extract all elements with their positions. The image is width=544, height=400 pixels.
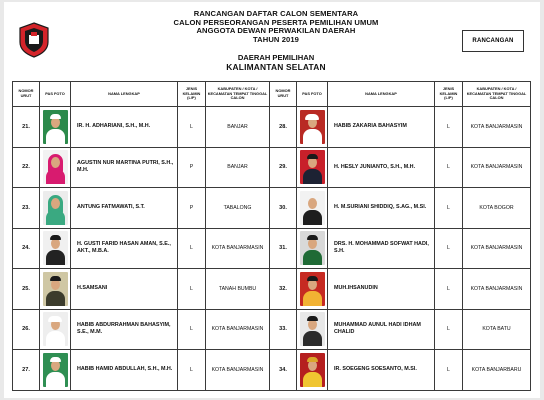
candidate-name: H. GUSTI FARID HASAN AMAN, S.E., AKT., M.B.A. <box>71 228 178 269</box>
candidate-photo-cell <box>40 350 71 391</box>
candidate-number: 28. <box>270 107 297 148</box>
header-nomor-urut: NOMOR URUT <box>270 82 297 107</box>
candidate-photo-cell <box>297 269 328 310</box>
candidate-photo <box>43 353 68 387</box>
candidate-sex: P <box>178 147 206 188</box>
candidate-name: H.SAMSANI <box>71 269 178 310</box>
candidate-sex: L <box>178 309 206 350</box>
header-nama-lengkap: NAMA LENGKAP <box>328 82 435 107</box>
candidate-sex: P <box>178 188 206 229</box>
candidate-photo-cell <box>40 228 71 269</box>
candidate-photo-cell <box>297 147 328 188</box>
document-header <box>134 10 418 72</box>
candidate-residence: KOTA BANJARBARU <box>463 350 531 391</box>
table-row <box>13 107 531 148</box>
candidate-table <box>12 81 531 391</box>
candidate-name: ANTUNG FATMAWATI, S.T. <box>71 188 178 229</box>
candidate-photo-cell <box>40 269 71 310</box>
candidate-photo <box>300 231 325 265</box>
candidate-photo <box>43 150 68 184</box>
draft-badge: RANCANGAN <box>462 30 524 52</box>
candidate-photo <box>43 272 68 306</box>
candidate-residence: TANAH BUMBU <box>206 269 270 310</box>
candidate-number: 25. <box>13 269 40 310</box>
candidate-sex: L <box>178 350 206 391</box>
candidate-photo <box>300 110 325 144</box>
candidate-sex: L <box>435 107 463 148</box>
candidate-sex: L <box>435 309 463 350</box>
header-year: TAHUN 2019 <box>252 34 299 44</box>
table-row <box>13 188 531 229</box>
candidate-number: 33. <box>270 309 297 350</box>
candidate-sex: L <box>435 147 463 188</box>
candidate-sex: L <box>435 188 463 229</box>
candidate-photo <box>300 312 325 346</box>
table-row <box>13 269 531 310</box>
candidate-sex: L <box>178 107 206 148</box>
header-title: RANCANGAN DAFTAR CALON SEMENTARA <box>193 9 359 18</box>
candidate-sex: L <box>435 228 463 269</box>
candidate-number: 31. <box>270 228 297 269</box>
candidate-name: MUHAMMAD AUNUL HADI IDHAM CHALID <box>328 309 435 350</box>
candidate-residence: BANJAR <box>206 147 270 188</box>
candidate-residence: KOTA BANJARMASIN <box>463 107 531 148</box>
table-row <box>13 228 531 269</box>
candidate-residence: KOTA BATU <box>463 309 531 350</box>
candidate-number: 24. <box>13 228 40 269</box>
candidate-residence: TABALONG <box>206 188 270 229</box>
candidate-name: MUH.IHSANUDIN <box>328 269 435 310</box>
header-jenis-kelamin: JENIS KELAMIN (L/P) <box>178 82 206 107</box>
candidate-photo-cell <box>40 188 71 229</box>
header-institution: ANGGOTA DEWAN PERWAKILAN DAERAH <box>196 26 356 36</box>
candidate-residence: BANJAR <box>206 107 270 148</box>
table-row <box>13 147 531 188</box>
candidate-photo <box>300 272 325 306</box>
candidate-residence: KOTA BANJARMASIN <box>463 147 531 188</box>
candidate-sex: L <box>435 269 463 310</box>
candidate-number: 26. <box>13 309 40 350</box>
candidate-name: H. HESLY JUNIANTO, S.H., M.H. <box>328 147 435 188</box>
header-subtitle: CALON PERSEORANGAN PESERTA PEMILIHAN UMUM <box>173 17 379 27</box>
candidate-name: H. M.SURIANI SHIDDIQ, S.AG., M.SI. <box>328 188 435 229</box>
candidate-residence: KOTA BANJARMASIN <box>463 228 531 269</box>
candidate-sex: L <box>435 350 463 391</box>
candidate-photo <box>300 150 325 184</box>
candidate-name: IR. H. ADHARIANI, S.H., M.H. <box>71 107 178 148</box>
candidate-residence: KOTA BANJARMASIN <box>206 350 270 391</box>
kpu-logo-icon <box>18 22 50 58</box>
header-jenis-kelamin: JENIS KELAMIN (L/P) <box>435 82 463 107</box>
candidate-number: 30. <box>270 188 297 229</box>
header-tempat-tinggal: KABUPATEN / KOTA / KECAMATAN TEMPAT TINGGAL CALON <box>206 82 270 107</box>
table-row <box>13 309 531 350</box>
table-row <box>13 350 531 391</box>
candidate-photo <box>300 353 325 387</box>
electoral-district-name: KALIMANTAN SELATAN <box>226 62 326 73</box>
candidate-name: AGUSTIN NUR MARTINA PUTRI, S.H., M.H. <box>71 147 178 188</box>
candidate-photo-cell <box>297 107 328 148</box>
candidate-sex: L <box>178 228 206 269</box>
candidate-photo-cell <box>40 107 71 148</box>
candidate-photo <box>43 312 68 346</box>
header-pas-foto: PAS FOTO <box>40 82 71 107</box>
candidate-number: 29. <box>270 147 297 188</box>
candidate-photo <box>43 110 68 144</box>
candidate-number: 22. <box>13 147 40 188</box>
header-nama-lengkap: NAMA LENGKAP <box>71 82 178 107</box>
candidate-residence: KOTA BOGOR <box>463 188 531 229</box>
candidate-number: 27. <box>13 350 40 391</box>
table-header-row <box>13 82 531 107</box>
candidate-name: HABIB ZAKARIA BAHASYIM <box>328 107 435 148</box>
candidate-photo <box>43 231 68 265</box>
candidate-number: 21. <box>13 107 40 148</box>
candidate-number: 34. <box>270 350 297 391</box>
candidate-residence: KOTA BANJARMASIN <box>206 309 270 350</box>
candidate-name: IR. SOEGENG SOESANTO, M.SI. <box>328 350 435 391</box>
header-pas-foto: PAS FOTO <box>297 82 328 107</box>
candidate-name: HABIB HAMID ABDULLAH, S.H., M.H. <box>71 350 178 391</box>
candidate-photo-cell <box>40 309 71 350</box>
candidate-name: DRS. H. MOHAMMAD SOFWAT HADI, S.H. <box>328 228 435 269</box>
candidate-number: 23. <box>13 188 40 229</box>
candidate-photo-cell <box>297 350 328 391</box>
candidate-photo <box>300 191 325 225</box>
candidate-residence: KOTA BANJARMASIN <box>463 269 531 310</box>
candidate-residence: KOTA BANJARMASIN <box>206 228 270 269</box>
header-tempat-tinggal: KABUPATEN / KOTA / KECAMATAN TEMPAT TINGGAL CALON <box>463 82 531 107</box>
electoral-district-label: DAERAH PEMILIHAN <box>237 53 315 63</box>
candidate-photo-cell <box>297 228 328 269</box>
header-nomor-urut: NOMOR URUT <box>13 82 40 107</box>
candidate-sex: L <box>178 269 206 310</box>
candidate-name: HABIB ABDURRAHMAN BAHASYIM, S.E., M.M. <box>71 309 178 350</box>
candidate-photo <box>43 191 68 225</box>
candidate-photo-cell <box>40 147 71 188</box>
candidate-number: 32. <box>270 269 297 310</box>
candidate-photo-cell <box>297 309 328 350</box>
candidate-photo-cell <box>297 188 328 229</box>
